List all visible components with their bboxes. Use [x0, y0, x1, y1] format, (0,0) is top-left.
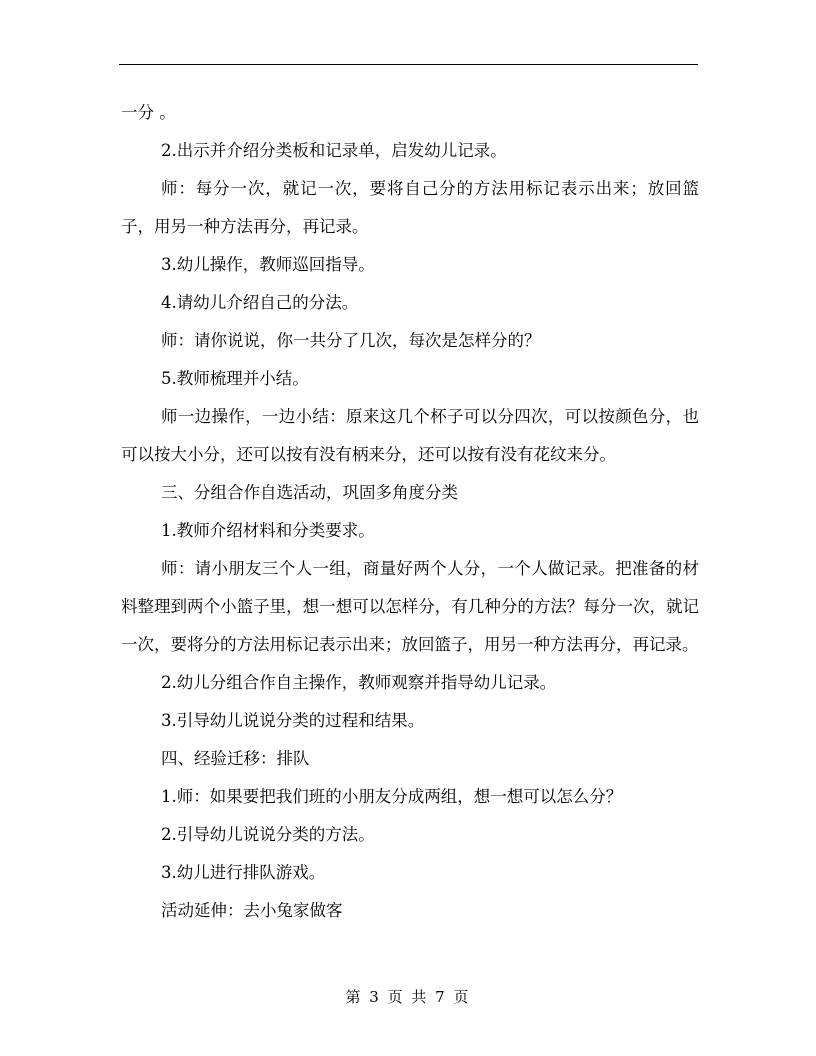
header-rule — [119, 64, 698, 65]
paragraph: 活动延伸：去小兔家做客 — [161, 901, 343, 920]
paragraph: 一分 。 — [121, 103, 176, 122]
paragraph: 3.幼儿操作，教师巡回指导。 — [161, 255, 375, 274]
paragraph: 师：请你说说，你一共分了几次，每次是怎样分的？ — [161, 331, 541, 350]
paragraph: 2.出示并介绍分类板和记录单，启发幼儿记录。 — [161, 141, 507, 160]
paragraph: 2.幼儿分组合作自主操作，教师观察并指导幼儿记录。 — [161, 673, 557, 692]
document-body — [121, 94, 699, 930]
paragraph: 1.师：如果要把我们班的小朋友分成两组，想一想可以怎么分？ — [161, 787, 623, 806]
paragraph: 2.引导幼儿说说分类的方法。 — [161, 825, 375, 844]
paragraph: 师：每分一次，就记一次，要将自己分的方法用标记表示出来；放回篮子，用另一种方法再分，再记录。 — [121, 179, 699, 236]
paragraph: 师一边操作，一边小结：原来这几个杯子可以分四次，可以按颜色分，也可以按大小分，还可以按有没有柄来分，还可以按有没有花纹来分。 — [121, 407, 699, 464]
paragraph: 4.请幼儿介绍自己的分法。 — [161, 293, 359, 312]
paragraph: 1.教师介绍材料和分类要求。 — [161, 521, 375, 540]
paragraph: 3.幼儿进行排队游戏。 — [161, 863, 326, 882]
page-footer: 第 3 页 共 7 页 — [345, 988, 471, 1006]
paragraph: 三、分组合作自选活动，巩固多角度分类 — [161, 483, 458, 502]
paragraph: 5.教师梳理并小结。 — [161, 369, 309, 388]
paragraph: 师：请小朋友三个人一组，商量好两个人分，一个人做记录。把准备的材料整理到两个小篮子里，想一想可以怎样分，有几种分的方法？每分一次，就记一次，要将分的方法用标记表示出来；放回篮子，用另一种方法再分，再记录。 — [121, 559, 699, 654]
paragraph: 3.引导幼儿说说分类的过程和结果。 — [161, 711, 425, 730]
paragraph: 四、经验迁移：排队 — [161, 749, 310, 768]
